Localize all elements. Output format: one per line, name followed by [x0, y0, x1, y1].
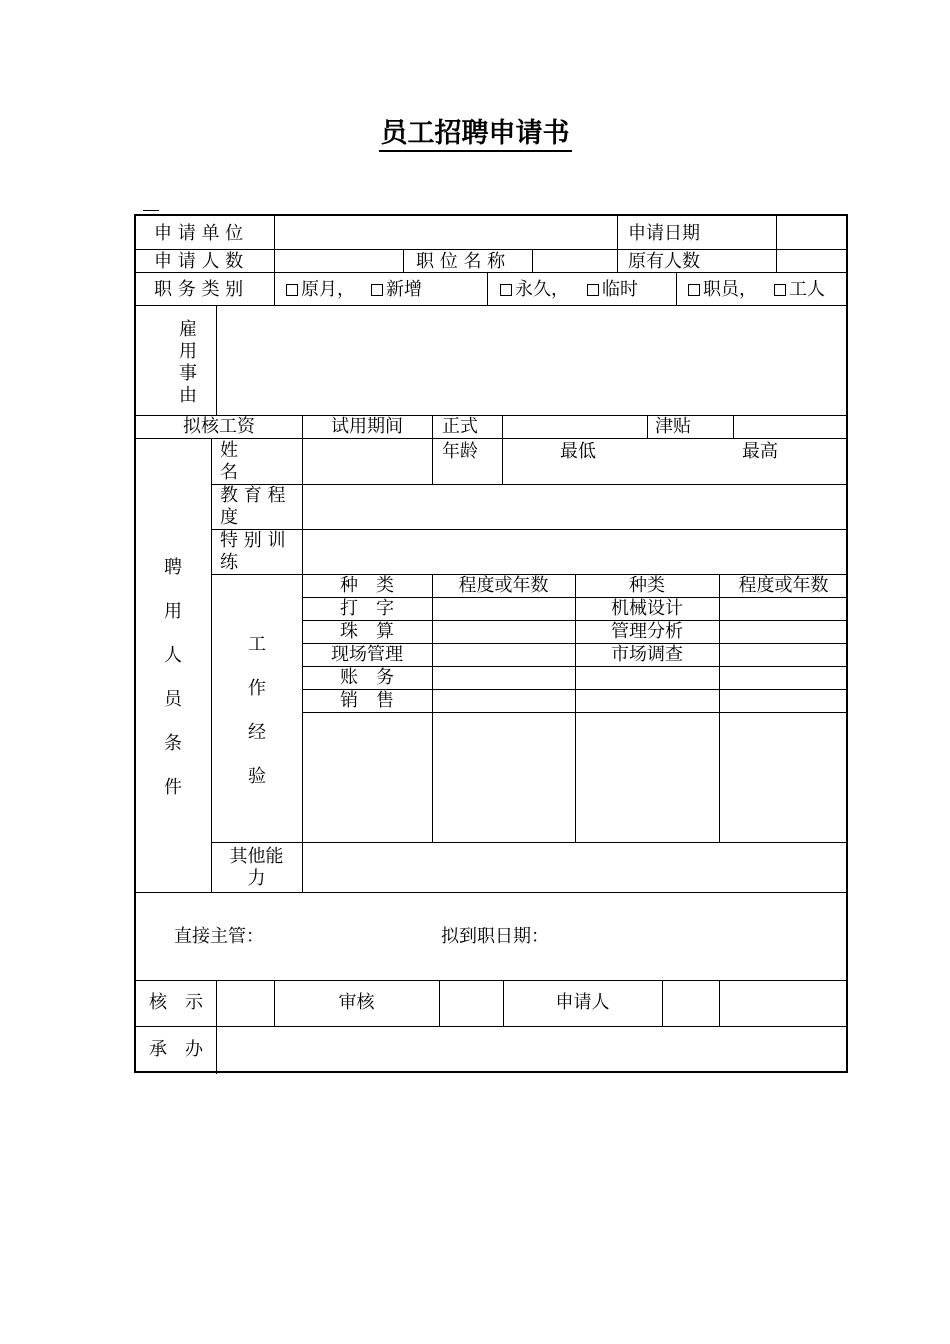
checkbox-icon[interactable]	[688, 284, 700, 296]
checkbox-icon[interactable]	[286, 284, 298, 296]
start-date-label: 拟到职日期：	[441, 926, 549, 947]
apply-date-label: 申请日期	[628, 223, 700, 244]
exp-row-right: 市场调查	[611, 644, 683, 665]
option-permanent[interactable]: 永久，	[500, 279, 569, 301]
document-title: 员工招聘申请书	[0, 114, 950, 154]
exp-level-header-2: 程度或年数	[738, 575, 829, 596]
review-label: 审核	[338, 992, 375, 1013]
option-new[interactable]: 新增	[371, 279, 422, 301]
option-worker[interactable]: 工人	[774, 279, 825, 301]
direct-supervisor-label: 直接主管：	[174, 926, 264, 947]
hiring-conditions-label: 聘 用 人 员 条 件	[164, 557, 182, 798]
apply-unit-label: 申 请 单 位	[154, 223, 244, 244]
checkbox-icon[interactable]	[371, 284, 383, 296]
name-label: 姓 名	[220, 440, 238, 483]
work-experience-label: 工 作 经 验	[248, 634, 266, 787]
proposed-salary-label: 拟核工资	[183, 416, 255, 437]
education-label: 教 育 程 度	[220, 485, 286, 528]
exp-row-left: 销 售	[340, 690, 394, 711]
job-type-label: 职 务 类 别	[154, 279, 244, 300]
handle-label: 承 办	[149, 1039, 203, 1060]
apply-count-label: 申 请 人 数	[154, 251, 244, 272]
training-label: 特 别 训 练	[220, 530, 286, 573]
exp-row-right: 机械设计	[611, 598, 683, 619]
other-ability-label: 其他能 力	[229, 846, 284, 889]
position-name-label: 职 位 名 称	[416, 251, 506, 272]
option-temporary[interactable]: 临时	[587, 279, 638, 301]
exp-kind-header-2: 种类	[629, 575, 665, 596]
hiring-reason-label: 雇 用 事 由	[179, 319, 197, 406]
probation-label: 试用期间	[331, 416, 403, 437]
exp-row-left: 账 务	[340, 667, 394, 688]
application-form	[134, 214, 848, 1073]
checkbox-icon[interactable]	[774, 284, 786, 296]
corner-mark	[143, 210, 159, 211]
exp-level-header: 程度或年数	[458, 575, 549, 596]
allowance-label: 津贴	[655, 416, 691, 437]
exp-row-right: 管理分析	[611, 621, 683, 642]
age-min-label: 最低	[560, 441, 596, 462]
option-original[interactable]: 原月，	[286, 279, 355, 301]
exp-row-left: 珠 算	[340, 621, 394, 642]
exp-row-left: 现场管理	[331, 644, 403, 665]
existing-count-label: 原有人数	[628, 251, 700, 272]
age-label: 年龄	[442, 441, 478, 462]
exp-kind-header: 种 类	[340, 575, 394, 596]
checkbox-icon[interactable]	[500, 284, 512, 296]
approve-label: 核 示	[149, 992, 203, 1013]
option-staff[interactable]: 职员，	[688, 279, 757, 301]
checkbox-icon[interactable]	[587, 284, 599, 296]
formal-label: 正式	[442, 416, 478, 437]
applicant-label: 申请人	[555, 992, 610, 1013]
exp-row-left: 打 字	[340, 598, 394, 619]
age-max-label: 最高	[742, 441, 778, 462]
